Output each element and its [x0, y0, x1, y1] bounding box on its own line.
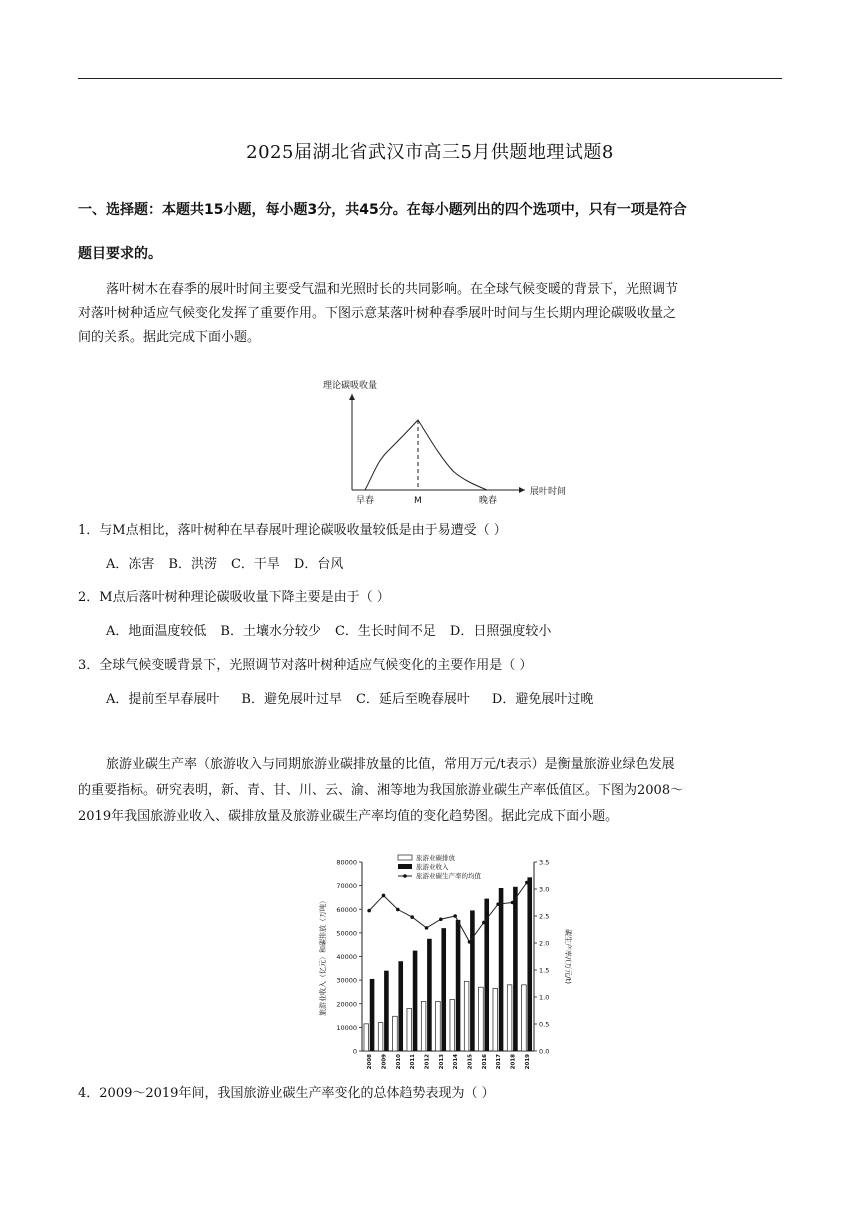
fig1-tick-m: M	[414, 496, 422, 506]
chart2-right-tick-label: 1.0	[539, 993, 550, 1002]
chart2-left-axis-title: 旅游业收入（亿元）和碳排放（万吨）	[319, 897, 327, 1016]
fig1-y-axis-label: 理论碳吸收量	[323, 381, 378, 391]
chart2-x-tick-label: 2012	[424, 1054, 431, 1070]
question-1-stem: 1．与M点相比，落叶树种在早春展叶理论碳吸收量较低是由于易遭受（ ）	[78, 523, 507, 538]
chart2-productivity-point	[382, 894, 386, 898]
q2-option-c[interactable]: C．生长时间不足	[334, 624, 436, 639]
chart2-productivity-point	[425, 926, 429, 930]
passage-1	[78, 278, 784, 350]
chart2-productivity-point	[396, 908, 400, 912]
chart2-x-tick-label: 2009	[381, 1054, 388, 1070]
chart2-left-tick-label: 80000	[336, 858, 357, 867]
chart2-legend-income: 旅游业收入	[416, 863, 449, 871]
chart2-legend-swatch-dot	[403, 874, 407, 878]
chart2-left-tick-label: 40000	[336, 953, 357, 961]
chart2-productivity-point	[496, 902, 500, 906]
passage-2-line-2: 的重要指标。研究表明，新、青、甘、川、云、渝、湘等地为我国旅游业碳生产率低值区。下图为2008～	[78, 783, 684, 798]
page-title: 2025届湖北省武汉市高三5月供题地理试题8	[246, 142, 614, 163]
chart2-bar-emission	[421, 1001, 426, 1051]
chart2-bar-income	[398, 961, 403, 1051]
chart2-bar-emission	[378, 1023, 383, 1051]
chart2-bar-emission	[436, 1001, 441, 1051]
fig1-tick-early-spring: 早春	[356, 496, 375, 506]
chart2-bar-income	[370, 979, 375, 1051]
chart2-productivity-point	[367, 909, 371, 913]
q2-option-a[interactable]: A．地面温度较低	[106, 624, 207, 639]
header-rule	[78, 78, 782, 79]
chart2-bar-emission	[393, 1016, 398, 1051]
passage-1-line-3: 间的关系。据此完成下面小题。	[78, 330, 261, 345]
question-3-options	[106, 688, 607, 707]
tourism-carbon-chart	[312, 852, 574, 1070]
fig1-curve	[365, 420, 487, 490]
q1-option-b[interactable]: B．洪涝	[168, 557, 217, 572]
chart2-legend-productivity: 旅游业碳生产率的均值	[416, 872, 481, 880]
chart2-x-tick-label: 2011	[410, 1054, 417, 1070]
chart2-bar-emission	[507, 985, 512, 1051]
chart2-bar-emission	[479, 987, 484, 1051]
chart2-right-tick-label: 0.0	[539, 1047, 550, 1056]
chart2-right-tick-label: 1.5	[539, 966, 550, 975]
chart2-left-tick-label: 30000	[336, 976, 357, 985]
q2-option-b[interactable]: B．土壤水分较少	[220, 624, 321, 639]
chart2-bar-emission	[364, 1024, 369, 1051]
chart2-productivity-point	[468, 940, 472, 944]
q3-option-d[interactable]: D．避免展叶过晚	[491, 692, 594, 707]
passage-2	[78, 752, 784, 830]
chart2-x-tick-label: 2013	[438, 1054, 445, 1070]
question-4-stem: 4．2009～2019年间，我国旅游业碳生产率变化的总体趋势表现为（ ）	[78, 1086, 495, 1101]
chart2-left-tick-label: 70000	[336, 882, 357, 891]
chart2-bar-emission	[450, 999, 455, 1051]
section-heading: 一、选择题：本题共15小题，每小题3分，共45分。在每小题列出的四个选项中，只有一项是符合	[78, 202, 687, 218]
passage-2-line-1: 旅游业碳生产率（旅游收入与同期旅游业碳排放量的比值，常用万元/t表示）是衡量旅游业绿色发展	[106, 757, 675, 772]
passage-2-line-3: 2019年我国旅游业收入、碳排放量及旅游业碳生产率均值的变化趋势图。据此完成下面小题。	[78, 809, 619, 824]
passage-1-line-2: 对落叶树种适应气候变化发挥了重要作用。下图示意某落叶树种春季展叶时间与生长期内理论碳吸收量之	[78, 306, 677, 321]
chart2-left-tick-label: 50000	[336, 929, 357, 938]
figure-leafing-carbon	[315, 372, 575, 507]
chart2-x-tick-label: 2015	[467, 1054, 474, 1070]
q3-option-a[interactable]: A．提前至早春展叶	[106, 692, 220, 707]
chart2-bar-emission	[522, 985, 527, 1051]
chart2-left-tick-label: 0	[352, 1047, 357, 1056]
q1-option-a[interactable]: A．冻害	[106, 557, 155, 572]
q3-option-b[interactable]: B．避免展叶过早	[241, 692, 342, 707]
chart2-bar-income	[527, 877, 532, 1051]
chart2-legend-swatch-emission	[398, 855, 412, 860]
question-2-options	[106, 620, 565, 639]
chart2-right-axis-title: 碳生产率/(万元/t)	[564, 929, 572, 984]
chart2-bar-income	[470, 910, 475, 1051]
chart2-right-tick-label: 0.5	[539, 1020, 550, 1029]
chart2-productivity-point	[511, 901, 515, 905]
chart2-x-tick-label: 2014	[453, 1054, 460, 1070]
chart2-bar-emission	[407, 1008, 412, 1051]
chart2-left-tick-label: 20000	[336, 1000, 357, 1009]
chart2-bar-income	[499, 888, 504, 1051]
chart2-right-tick-label: 2.5	[539, 912, 550, 921]
section-heading-cont: 题目要求的。	[78, 246, 162, 262]
passage-1-line-1: 落叶树木在春季的展叶时间主要受气温和光照时长的共同影响。在全球气候变暖的背景下，光照调节	[106, 282, 679, 297]
q3-option-c[interactable]: C．延后至晚春展叶	[355, 692, 470, 707]
chart2-productivity-point	[482, 921, 486, 925]
chart2-legend-swatch-income	[398, 864, 412, 869]
question-3-stem: 3．全球气候变暖背景下，光照调节对落叶树种适应气候变化的主要作用是（ ）	[78, 658, 533, 673]
chart2-bar-income	[427, 939, 432, 1051]
fig1-tick-late-spring: 晚春	[479, 496, 498, 506]
chart2-productivity-point	[439, 917, 443, 921]
chart2-bar-income	[441, 928, 446, 1051]
chart2-x-tick-label: 2008	[367, 1054, 374, 1070]
chart2-productivity-point	[410, 915, 414, 919]
q2-option-d[interactable]: D．日照强度较小	[449, 624, 552, 639]
chart2-left-tick-label: 60000	[336, 905, 357, 914]
chart2-bar-emission	[493, 988, 498, 1051]
chart2-bar-income	[456, 920, 461, 1051]
chart2-right-tick-label: 3.0	[539, 885, 550, 894]
chart2-x-tick-label: 2018	[510, 1054, 517, 1070]
fig1-x-axis-label: 展叶时间	[530, 487, 567, 497]
chart2-bar-income	[513, 887, 518, 1051]
chart2-bar-emission	[464, 981, 469, 1051]
chart2-productivity-point	[453, 914, 457, 918]
chart2-productivity-point	[525, 881, 529, 885]
chart2-right-tick-label: 3.5	[539, 858, 550, 867]
chart2-legend-emission: 旅游业碳排放	[416, 854, 455, 862]
question-1-options	[106, 553, 357, 572]
chart2-bar-income	[413, 951, 418, 1051]
chart2-right-tick-label: 2.0	[539, 939, 550, 948]
chart2-x-tick-label: 2017	[496, 1054, 503, 1070]
chart2-x-tick-label: 2016	[481, 1054, 488, 1070]
chart2-x-tick-label: 2019	[524, 1054, 531, 1070]
chart2-bar-income	[384, 971, 389, 1051]
chart2-left-tick-label: 10000	[336, 1023, 357, 1032]
chart2-x-tick-label: 2010	[395, 1054, 402, 1070]
question-2-stem: 2．M点后落叶树种理论碳吸收量下降主要是由于（ ）	[78, 590, 390, 605]
q1-option-c[interactable]: C．干旱	[230, 557, 280, 572]
q1-option-d[interactable]: D．台风	[293, 557, 344, 572]
